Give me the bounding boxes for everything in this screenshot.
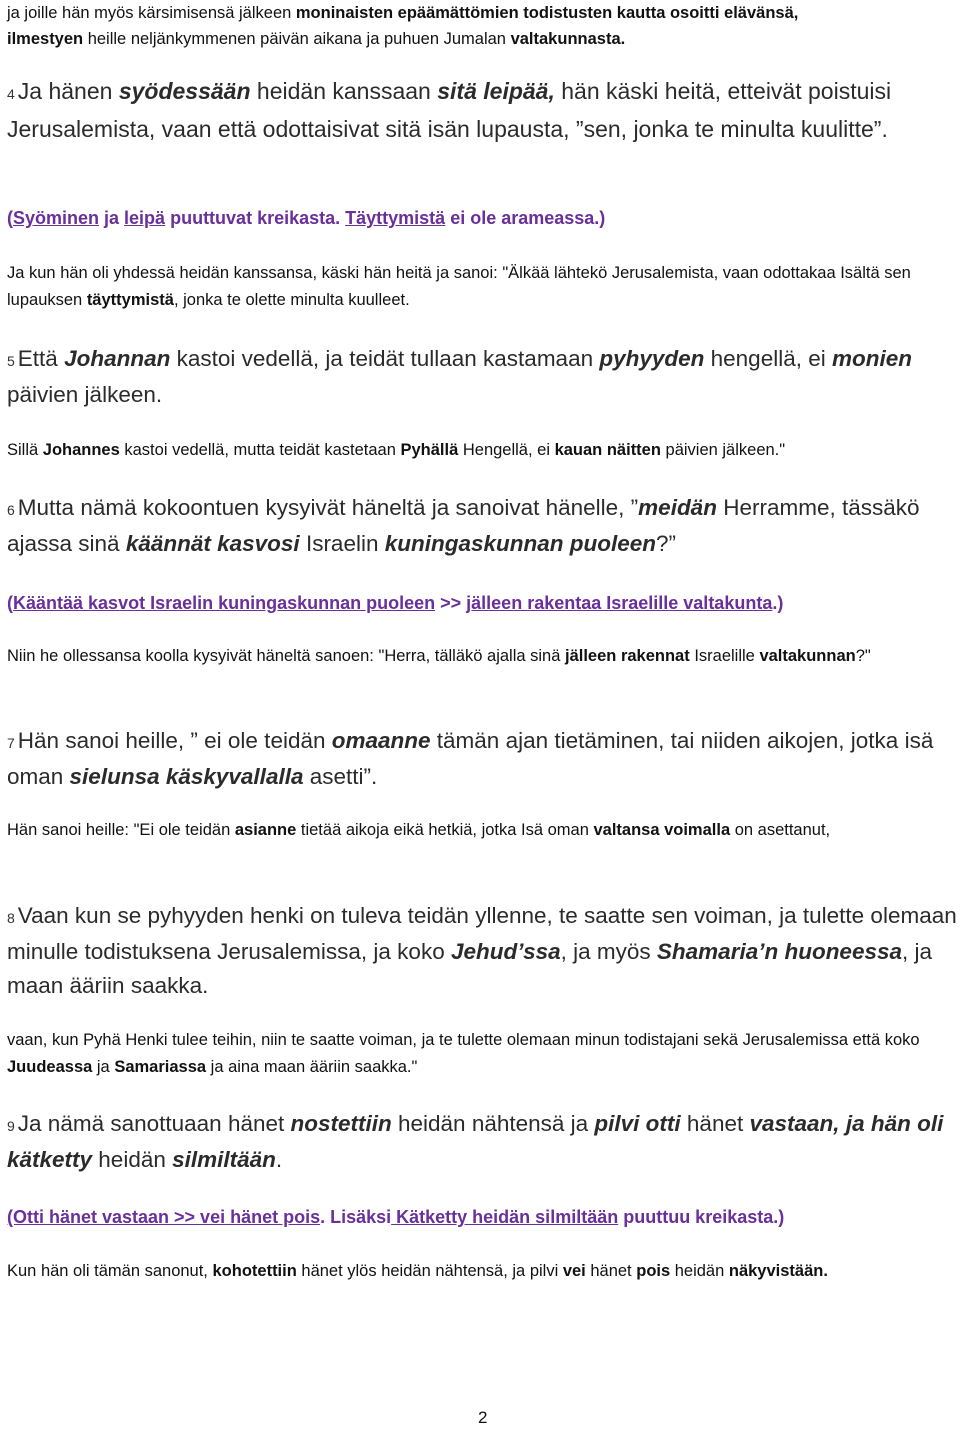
verse-text: Ja hänen — [17, 78, 119, 104]
verse-text: . — [275, 1147, 283, 1172]
verse-emphasis: sielunsa käskyvallalla — [69, 764, 304, 789]
translation-text: Niin he ollessansa koolla kysyivät häneltä sanoen: "Herra, tälläkö ajalla sinä — [7, 647, 565, 665]
translation-text: on asettanut, — [730, 821, 831, 839]
page-number: 2 — [478, 1408, 488, 1427]
translation-bold-text: vei — [562, 1262, 586, 1280]
verse-9 — [7, 1107, 957, 1177]
translation-text: päivien jälkeen." — [660, 441, 786, 459]
translation-text: ja — [92, 1058, 115, 1076]
traditional-translation-9 — [7, 1258, 957, 1285]
intro-paragraph — [7, 0, 957, 52]
translation-text: tietää aikoja eikä hetkiä, jotka Isä oman — [296, 821, 594, 839]
translation-bold-text: asianne — [234, 821, 297, 839]
verse-emphasis: pilvi otti — [594, 1111, 681, 1136]
intro-text: heille neljänkymmenen päivän aikana ja puhuen Jumalan — [83, 30, 511, 48]
verse-5 — [7, 342, 957, 412]
verse-text: Hän sanoi heille, ” ei ole teidän — [17, 728, 332, 753]
verse-text: Että — [17, 346, 65, 371]
verse-text: hengellä, ei — [704, 346, 832, 371]
translation-text: Hän sanoi heille: "Ei ole teidän — [7, 821, 235, 839]
traditional-translation-6 — [7, 643, 957, 670]
verse-text: Vaan kun se pyhyyden henki on tuleva teidän yllenne, te saatte sen voiman, ja tulette olemaan minulle todistuksena Jerusalemissa, ja koko — [7, 903, 957, 964]
translation-bold-text: Samariassa — [114, 1058, 207, 1076]
note-text: ( — [7, 208, 13, 228]
translation-bold-text: kauan näitten — [554, 441, 661, 459]
verse-text: hän käski heitä, etteivät poistuisi Jerusalemista, vaan että odottaisivat sitä isän lupausta, ”sen, jonka te minulta kuulitte”. — [7, 78, 892, 142]
note-text: puuttuu kreikasta.) — [618, 1207, 785, 1227]
verse-text: Ja nämä sanottuaan hänet — [17, 1111, 291, 1136]
note-underlined-text: jälleen rakentaa Israelille valtakunta — [466, 593, 773, 613]
verse-text: heidän nähtensä ja — [391, 1111, 595, 1136]
verse-text: heidän kanssaan — [250, 78, 438, 104]
verse-text: päivien jälkeen. — [7, 382, 163, 407]
verse-text: asetti”. — [303, 764, 378, 789]
verse-8 — [7, 899, 957, 1003]
note-underlined-text: Täyttymistä — [345, 208, 446, 228]
verse-text: tämän ajan tietäminen, tai niiden aikojen, jotka isä oman — [7, 728, 934, 789]
translation-text: Kun hän oli tämän sanonut, — [7, 1262, 213, 1280]
verse-text: heidän — [92, 1147, 173, 1172]
verse-text: Herramme, tässäkö ajassa sinä — [7, 495, 920, 556]
verse-number: 8 — [7, 910, 15, 926]
note-underlined-text: Kätketty heidän silmiltään — [391, 1207, 619, 1227]
verse-emphasis: Shamaria’n huoneessa — [656, 939, 903, 964]
verse-emphasis: meidän — [638, 495, 717, 520]
verse-text: Israelin — [299, 531, 385, 556]
verse-emphasis: pyhyyden — [599, 346, 705, 371]
verse-emphasis: omaanne — [331, 728, 431, 753]
note-underlined-text: Syöminen — [13, 208, 100, 228]
traditional-translation-8 — [7, 1027, 957, 1081]
traditional-translation-5 — [7, 437, 957, 464]
verse-emphasis: monien — [832, 346, 913, 371]
verse-7 — [7, 724, 957, 794]
intro-text: ja joille hän myös kärsimisensä jälkeen — [7, 4, 296, 22]
translation-text: kastoi vedellä, mutta teidät kastetaan — [119, 441, 401, 459]
note-text: .) — [772, 593, 784, 613]
verse-emphasis: nostettiin — [290, 1111, 392, 1136]
translation-note-6 — [7, 590, 957, 616]
verse-emphasis: ja hän oli kätketty — [7, 1111, 944, 1172]
note-text: ( — [7, 593, 13, 613]
intro-bold-text: ilmestyen — [7, 30, 84, 48]
translation-text: heidän — [670, 1262, 729, 1280]
translation-note-9 — [7, 1204, 957, 1230]
note-underlined-text: leipä — [124, 208, 166, 228]
translation-bold-text: Johannes — [42, 441, 120, 459]
translation-bold-text: näkyvistään. — [728, 1262, 828, 1280]
verse-text: , ja maan ääriin saakka. — [7, 939, 933, 998]
translation-bold-text: täyttymistä — [86, 291, 174, 309]
note-text: >> — [435, 593, 467, 613]
translation-bold-text: Juudeassa — [7, 1058, 93, 1076]
verse-text: hänet — [680, 1111, 750, 1136]
verse-number: 6 — [7, 502, 15, 518]
traditional-translation-4 — [7, 260, 957, 314]
verse-emphasis: Jehud’ssa — [450, 939, 561, 964]
translation-text: ja aina maan ääriin saakka." — [206, 1058, 418, 1076]
verse-text: , ja myös — [560, 939, 657, 964]
verse-number: 9 — [7, 1118, 15, 1134]
verse-emphasis: silmiltään — [172, 1147, 276, 1172]
intro-bold-text: moninaisten epäämättömien todistusten kautta osoitti elävänsä, — [295, 4, 799, 22]
verse-text: kastoi vedellä, ja teidät tullaan kastamaan — [170, 346, 600, 371]
traditional-translation-7 — [7, 817, 957, 844]
note-underlined-text: Kääntää kasvot Israelin kuningaskunnan puoleen — [13, 593, 436, 613]
verse-emphasis: vastaan, — [749, 1111, 840, 1136]
verse-6 — [7, 491, 957, 561]
intro-bold-text: valtakunnasta. — [510, 30, 626, 48]
verse-emphasis: Johannan — [64, 346, 171, 371]
verse-emphasis: käännät kasvosi — [125, 531, 300, 556]
note-text: ei ole arameassa.) — [445, 208, 606, 228]
verse-number: 4 — [7, 86, 15, 102]
note-underlined-text: (Otti hänet vastaan >> vei hänet pois — [7, 1207, 321, 1227]
translation-text: hänet — [585, 1262, 637, 1280]
translation-text: ?" — [855, 647, 871, 665]
translation-text: , jonka te olette minulta kuulleet. — [173, 291, 410, 309]
translation-text: hänet ylös heidän nähtensä, ja pilvi — [296, 1262, 563, 1280]
translation-bold-text: Pyhällä — [400, 441, 459, 459]
note-text: . Lisäksi — [320, 1207, 392, 1227]
verse-text: ?” — [656, 531, 677, 556]
translation-bold-text: pois — [636, 1262, 671, 1280]
translation-text: vaan, kun Pyhä Henki tulee teihin, niin te saatte voiman, ja te tulette olemaan minun todistajani sekä Jerusalemissa että koko — [7, 1031, 920, 1049]
translation-text: Ja kun hän oli yhdessä heidän kanssansa, käski hän heitä ja sanoi: "Älkää lähtekö Jerusalemista, vaan odottakaa Isältä sen lupauksen — [7, 264, 911, 309]
note-text: puuttuvat kreikasta. — [165, 208, 346, 228]
translation-bold-text: kohotettiin — [212, 1262, 297, 1280]
translation-bold-text: valtansa voimalla — [593, 821, 731, 839]
translation-bold-text: jälleen rakennat — [565, 647, 690, 665]
verse-emphasis: kuningaskunnan puoleen — [384, 531, 657, 556]
translation-text: Hengellä, ei — [458, 441, 555, 459]
verse-4 — [7, 74, 957, 147]
verse-text: Mutta nämä kokoontuen kysyivät häneltä ja sanoivat hänelle, ” — [17, 495, 639, 520]
verse-emphasis: sitä leipää, — [437, 78, 555, 104]
translation-bold-text: valtakunnan — [759, 647, 856, 665]
verse-number: 5 — [7, 353, 15, 369]
verse-emphasis: syödessään — [118, 78, 251, 104]
translation-text: Israelille — [689, 647, 760, 665]
verse-number: 7 — [7, 735, 15, 751]
translation-text: Sillä — [7, 441, 43, 459]
note-text: ja — [99, 208, 125, 228]
translation-note-4 — [7, 205, 957, 231]
